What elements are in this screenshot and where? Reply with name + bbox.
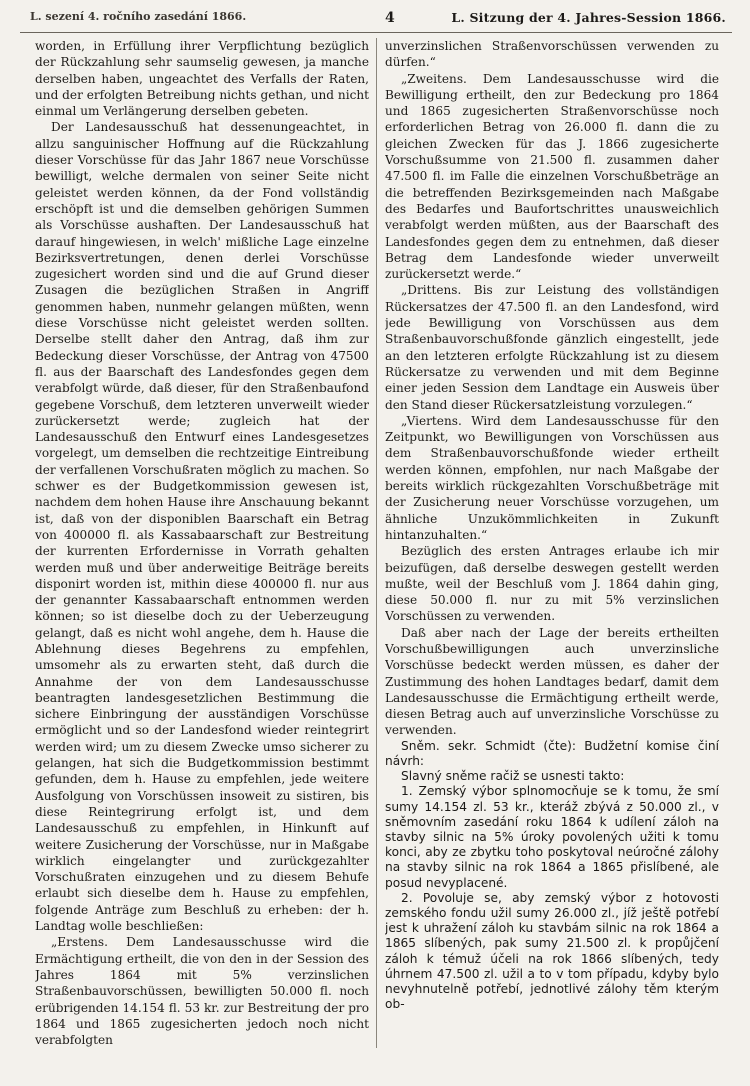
czech-paragraph-4: 2. Povoluje se, aby zemský výbor z hotovosti zemského fondu užil sumy 26.000 zl., jíž ještě potřebí jest k uhražení záloh ku stavbám silnic na rok 1864 a 1865 slíbených, pak sumy 21.500 zl. k propůjčení záloh k témuž účeli na rok 1866 slíbených, tedy úhrnem 47.500 zl. užil a to v tom případu, kdyby bylo nevyhnutelně potřebí, jednotlivé zálohy těm kterým ob-	[385, 890, 719, 1012]
right-column	[385, 38, 719, 1078]
left-column	[35, 38, 369, 1078]
right-paragraph-4: „Viertens. Wird dem Landesausschusse für den Zeitpunkt, wo Bewilligungen von Vorschüssen aus dem Straßenbauvorschußfonde wieder ertheilt werden können, empfohlen, nur nach Maßgabe der bereits wirklich rückgezahlten Vorschußbeträge mit der Zusicherung neuer Vorschüsse vorzugehen, um ähnliche Unzukömmlichkeiten in Zukunft hintanzuhalten.“	[385, 413, 719, 542]
right-paragraph-1: unverzinslichen Straßenvorschüssen verwenden zu dürfen.“	[385, 39, 719, 70]
right-paragraph-6: Daß aber nach der Lage der bereits ertheilten Vorschußbewilligungen auch unverzinsliche Vorschüsse bedeckt werden müssen, es daher der Zustimmung des hohen Landtages bedarf, damit dem Landesausschusse die Ermächtigung ertheilt werde, diesen Betrag auch auf unverzinsliche Vorschüsse zu verwenden.	[385, 625, 719, 738]
column-divider	[376, 38, 377, 1048]
czech-paragraph-2: Slavný sněme račiž se usnesti takto:	[401, 769, 625, 784]
left-paragraph-3: „Erstens. Dem Landesausschusse wird die Ermächtigung ertheilt, die von den in der Session des Jahres 1864 mit 5% verzinslichen Straßenbauvorschüssen, bewilligten 50.000 fl. noch erübrigenden 14.154 fl. 53 kr. zur Bestreitung der pro 1864 und 1865 zugesicherten jedoch noch nicht verabfolgten	[35, 935, 369, 1048]
right-paragraph-5: Bezüglich des ersten Antrages erlaube ich mir beizufügen, daß derselbe deswegen gestellt werden mußte, weil der Beschluß vom J. 1864 dahin ging, diese 50.000 fl. nur zu mit 5% verzinslichen Vorschüssen zu verwenden.	[385, 544, 719, 624]
czech-paragraph-3: 1. Zemský výbor splnomocňuje se k tomu, že smí sumy 14.154 zl. 53 kr., kteráž zbývá z 50.000 zl., v sněmovním zasedání roku 1864 k udílení záloh na stavby silnic na 5% úroky povolených užiti k tomu konci, aby ze zbytku toho poskytoval neúročné zálohy na stavby silnic na rok 1864 a 1865 přislíbené, ale posud nevyplacené.	[385, 784, 719, 890]
header-rule	[20, 32, 732, 33]
page-header	[20, 6, 732, 30]
right-paragraph-3: „Drittens. Bis zur Leistung des vollständigen Rückersatzes der 47.500 fl. an den Landesfond, wird jede Bewilligung von Vorschüssen aus dem Straßenbauvorschußfonde gänzlich eingestellt, jede an den letzteren erfolgte Rückzahlung ist zu diesem Rückersatze zu verwenden und mit dem Beginne einer jeden Session dem Landtage ein Ausweis über den Stand dieser Rückersatzleistung vorzulegen.“	[385, 283, 719, 412]
header-left: L. sezení 4. ročního zasedání 1866.	[30, 10, 247, 23]
header-right: L. Sitzung der 4. Jahres-Session 1866.	[451, 10, 726, 25]
page-number: 4	[385, 10, 395, 26]
left-paragraph-1: worden, in Erfüllung ihrer Verpflichtung bezüglich der Rückzahlung sehr saumselig gewesen, ja manche derselben haben, ungeachtet des Verfalls der Raten, und der erfolgten Betreibung nichts gethan, und nicht einmal um Verlängerung derselben gebeten.	[35, 39, 369, 119]
right-paragraph-2: „Zweitens. Dem Landesausschusse wird die Bewilligung ertheilt, den zur Bedeckung pro 1864 und 1865 zugesicherten Straßenvorschüsse noch erforderlichen Betrag von 26.000 fl. dann die zu gleichen Zwecken für das J. 1866 zugesicherte Vorschußsumme von 21.500 fl. zusammen daher 47.500 fl. im Falle die einzelnen Vorschußbeträge an die betreffenden Bezirksgemeinden nach Maßgabe des Bedarfes und Baufortschrittes unausweichlich verabfolgt werden müßten, aus der Baarschaft des Landesfondes gegen dem zu entnehmen, daß dieser Betrag dem Landesfonde wieder unverweilt zurückersetzt werde.“	[385, 71, 719, 282]
left-paragraph-2: Der Landesausschuß hat dessenungeachtet, in allzu sanguinischer Hoffnung auf die Rückzahlung dieser Vorschüsse für das Jahr 1867 neue Vorschüsse bewilligt, welche dermalen von seiner Seite nicht geleistet werden können, da der Fond vollständig erschöpft ist und die demselben gehörigen Summen als Vorschüsse aushaften. Der Landesausschuß hat darauf hingewiesen, in welch' mißliche Lage einzelne Bezirksvertretungen, denen derlei Vorschüsse zugesichert worden sind und die auf Grund dieser Zusagen die bezüglichen Straßen in Angriff genommen haben, nunmehr gelangen müßten, wenn diese Vorschüsse nicht geleistet werden sollten. Derselbe stellt daher den Antrag, daß ihm zur Bedeckung dieser Vorschüsse, der Antrag von 47500 fl. aus der Baarschaft des Landesfondes gegen dem verabfolgt würde, daß dieser, für den Straßenbaufond gegebene Vorschuß, dem letzteren unverweilt wieder zurückersetzt werde; zugleich hat der Landesausschuß den Entwurf eines Landesgesetzes vorgelegt, um demselben die rechtzeitige Eintreibung der verfallenen Vorschußraten möglich zu machen. So schwer es der Budgetkommission gewesen ist, nachdem dem hohen Hause ihre Anschauung bekannt ist, daß von der disponiblen Baarschaft ein Betrag von 400000 fl. als Kassabaarschaft zur Bestreitung der kurrenten Erfordernisse in Vorrath gehalten werden muß und über anderweitige Beiträge bereits disponirt worden ist, mithin diese 400000 fl. nur aus der genannter Kassabaarschaft entnommen werden können; so ist dieselbe doch zu der Ueberzeugung gelangt, daß es nicht wohl angehe, dem h. Hause die Ablehnung dieses Begehrens zu empfehlen, umsomehr als zu erwarten steht, daß durch die Annahme der von dem Landesausschusse beantragten landesgesetzlichen Bestimmung die sichere Einbringung der ausständigen Vorschüsse ermöglicht und so der Landesfond wieder reintegrirt werden wird; um zu diesem Zwecke umso sicherer zu gelangen, hat sich die Budgetkommission bestimmt gefunden, dem h. Hause zu empfehlen, jede weitere Ausfolgung von Vorschüssen insoweit zu sistiren, bis diese Reintegrirung erfolgt ist, und dem Landesausschuß zu empfehlen, in Hinkunft auf weitere Zusicherung der Vorschüsse, nur in Maßgabe wirklich eingelangter und zurückgezahlter Vorschußraten einzugehen und zu diesem Behufe erlaubt sich dieselbe dem h. Hause zu empfehlen, folgende Anträge zum Beschluß zu erheben: der h. Landtag wolle beschließen:	[35, 120, 369, 934]
czech-paragraph-1: Sněm. sekr. Schmidt (čte): Budžetní komise činí návrh:	[385, 738, 719, 768]
